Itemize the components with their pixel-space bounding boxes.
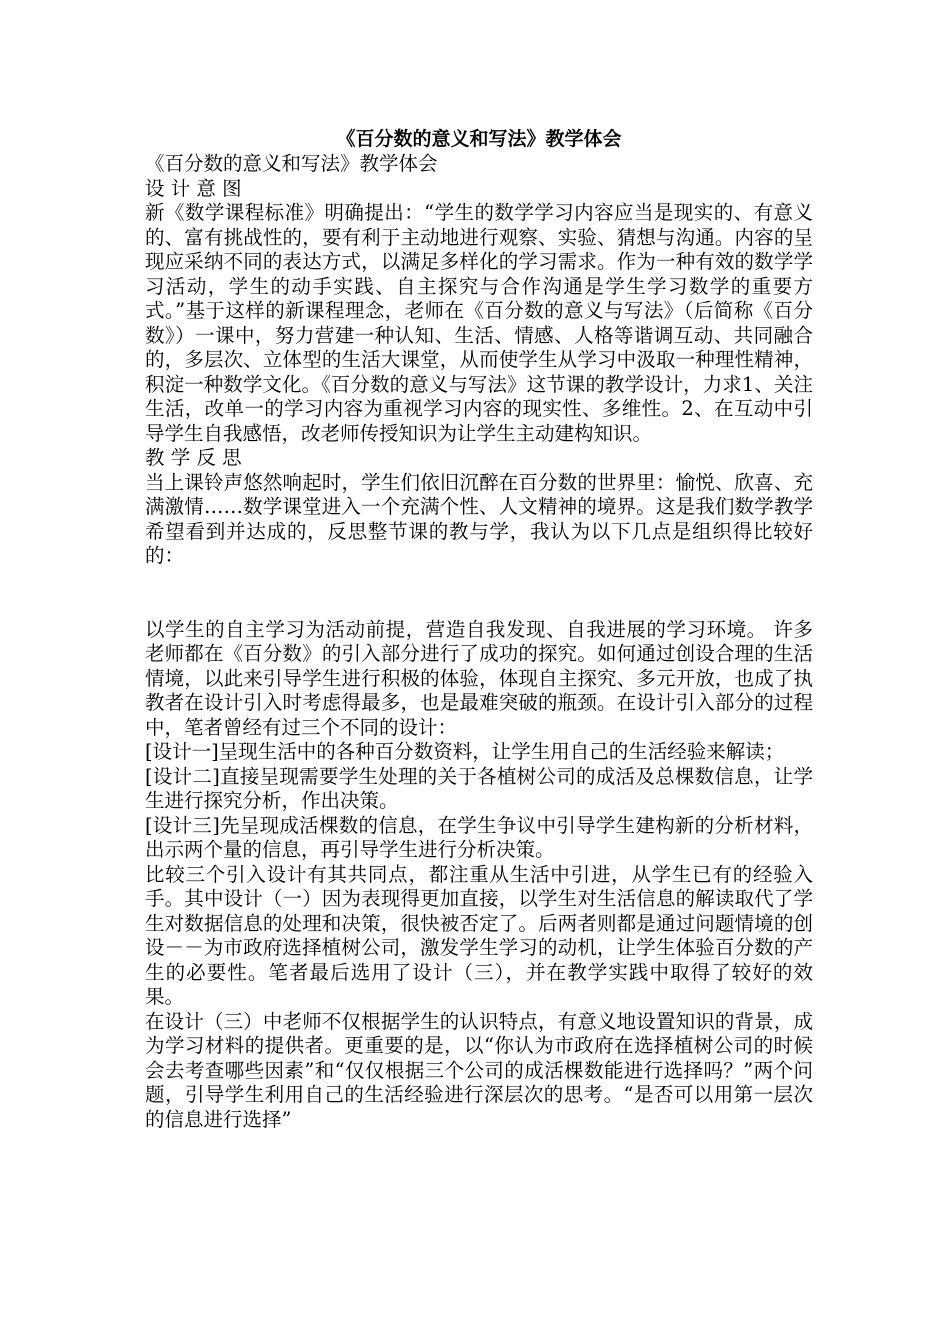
paragraph-design-three: [设计三]先呈现成活棵数的信息，在学生争议中引导学生建构新的分析材料，出示两个量的信息，再引导学生进行分析决策。 bbox=[145, 813, 813, 861]
paragraph-design-two: [设计二]直接呈现需要学生处理的关于各植树公司的成活及总棵数信息，让学生进行探究分析，作出决策。 bbox=[145, 764, 813, 812]
blank-line bbox=[145, 569, 813, 618]
document-body bbox=[145, 152, 813, 1132]
paragraph-comparison: 比较三个引入设计有其共同点，都注重从生活中引进，从学生已有的经验入手。其中设计（一）因为表现得更加直接，以学生对生活信息的解读取代了学生对数据信息的处理和决策，很快被否定了。后两者则都是通过问题情境的创设－－为市政府选择植树公司，激发学生学习的动机，让学生体验百分数的产生的必要性。笔者最后选用了设计（三），并在教学实践中取得了较好的效果。 bbox=[145, 862, 813, 1008]
section-heading-teaching-reflection: 教 学 反 思 bbox=[145, 446, 242, 469]
subtitle-line: 《百分数的意义和写法》教学体会 bbox=[145, 152, 438, 175]
document-page bbox=[145, 126, 813, 1132]
section-heading-design-intent: 设 计 意 图 bbox=[145, 176, 242, 200]
paragraph-autonomous-learning: 以学生的自主学习为活动前提，营造自我发现、自我进展的学习环境。 许多老师都在《百分数》的引入部分进行了成功的探究。如何通过创设合理的生活情境，以此来引导学生进行积极的体验，体现自主探究、多元开放，也成了执教者在设计引入时考虑得最多，也是最难突破的瓶颈。在设计引入部分的过程中，笔者曾经有过三个不同的设计： bbox=[145, 617, 813, 739]
paragraph-design-intent: 新《数学课程标准》明确提出：“学生的数学学习内容应当是现实的、有意义的、富有挑战性的，要有利于主动地进行观察、实验、猜想与沟通。内容的呈现应采纳不同的表达方式，以满足多样化的学习需求。作为一种有效的数学学习活动，学生的动手实践、自主探究与合作沟通是学生学习数学的重要方式。”基于这样的新课程理念，老师在《百分数的意义与写法》（后简称《百分数》）一课中，努力营建一种认知、生活、情感、人格等谐调互动、共同融合的，多层次、立体型的生活大课堂，从而使学生从学习中汲取一种理性精神，积淀一种数学文化。《百分数的意义与写法》这节课的教学设计，力求1、关注生活，改单一的学习内容为重视学习内容的现实性、多维性。2、在互动中引导学生自我感悟，改老师传授知识为让学生主动建构知识。 bbox=[145, 201, 813, 445]
paragraph-reflection-intro: 当上课铃声悠然响起时，学生们依旧沉醉在百分数的世界里：愉悦、欣喜、充满激情……数学课堂进入一个充满个性、人文精神的境界。这是我们数学教学希望看到并达成的，反思整节课的教与学，我认为以下几点是组织得比较好的： bbox=[145, 470, 813, 567]
paragraph-design-three-detail: 在设计（三）中老师不仅根据学生的认识特点，有意义地设置知识的背景，成为学习材料的提供者。更重要的是，以“你认为市政府在选择植树公司的时候会去考查哪些因素”和“仅仅根据三个公司的成活棵数能进行选择吗？”两个问题，引导学生利用自己的生活经验进行深层次的思考。“是否可以用第一层次的信息进行选择” bbox=[145, 1009, 813, 1131]
document-title: 《百分数的意义和写法》教学体会 bbox=[336, 128, 622, 150]
paragraph-design-one: [设计一]呈现生活中的各种百分数资料，让学生用自己的生活经验来解读； bbox=[145, 740, 785, 763]
